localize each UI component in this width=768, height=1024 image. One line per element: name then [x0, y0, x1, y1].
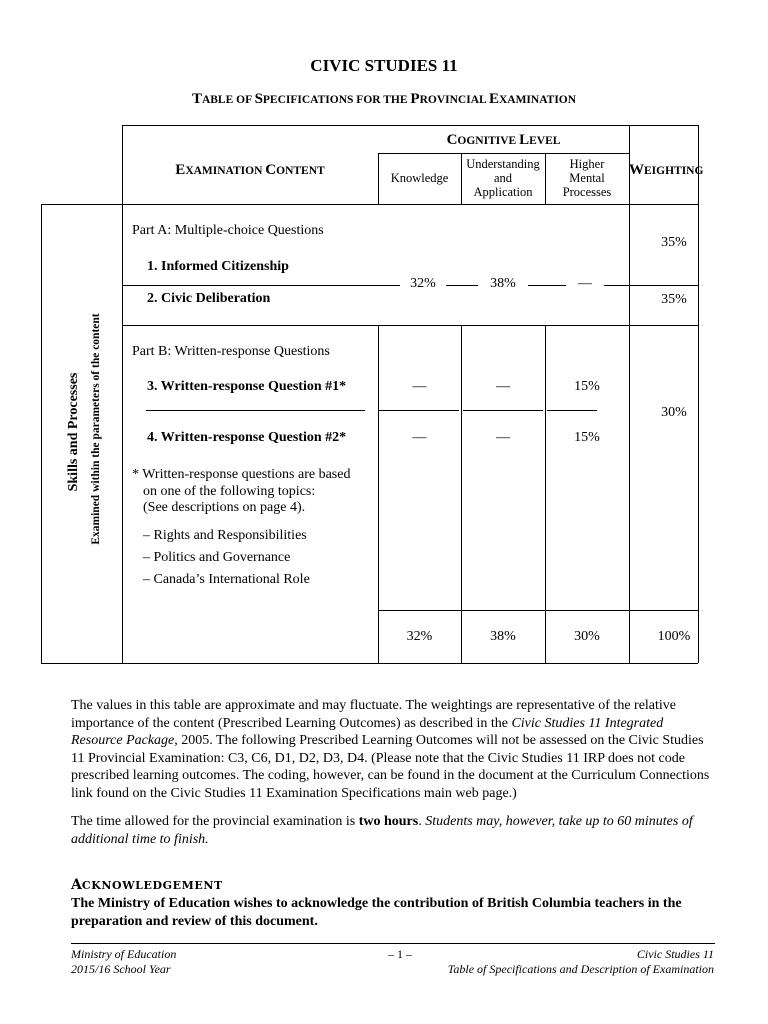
table-border [122, 125, 123, 663]
header-line: and [493, 171, 513, 185]
table-divider [446, 285, 478, 286]
table-border [122, 325, 698, 326]
header-line: Processes [562, 185, 612, 199]
part-a-item-2: 2. Civic Deliberation [147, 291, 271, 306]
header-line: Higher [569, 157, 605, 171]
part-b-item-3: 3. Written-response Question #1* [147, 379, 347, 394]
note-line: (See descriptions on page 4). [143, 500, 306, 515]
q2-knowledge-value: — [412, 430, 427, 445]
weighting-header [629, 161, 704, 179]
extra-time-note: Students may, however, take up to 60 minutes of additional time to finish. [71, 814, 693, 847]
q1-understanding-value: — [496, 379, 510, 394]
header-part: L [519, 132, 530, 148]
table-divider [463, 410, 543, 411]
table-divider [146, 410, 365, 411]
list-item: – Politics and Governance [143, 550, 291, 565]
subtitle-part: E [488, 91, 499, 107]
table-divider [547, 410, 597, 411]
page-subtitle [0, 91, 768, 108]
time-emphasis: two hours [358, 814, 419, 829]
header-part: OGNITIVE [457, 135, 520, 147]
table-border [629, 125, 630, 663]
table-border [41, 204, 698, 205]
subtitle-part: XAMINATION [498, 94, 577, 106]
time-paragraph [71, 813, 711, 848]
table-border [378, 325, 379, 663]
page-number: – 1 – [388, 947, 412, 961]
paragraph-text: , 2005. The following Prescribed Learning Outcomes will not be assessed on the Civic Studies 11 Provincial Examination: C3, C6, D1, D2, D3, D4. (Please note that the Civic Studies 11 IRP does not code prescribed learning outcomes. The coding, however, can be found in the document at the Curriculum Connections link found on the Civic Studies 11 Examination Specifications main web page.) [71, 733, 710, 801]
part-a-knowledge-value: 32% [410, 276, 436, 291]
examination-content-header [122, 161, 378, 179]
knowledge-column-header: Knowledge [390, 171, 449, 185]
total-higher: 30% [574, 629, 600, 644]
list-item: – Rights and Responsibilities [143, 528, 307, 543]
part-b-heading: Part B: Written-response Questions [132, 344, 330, 359]
topic-list [143, 525, 310, 591]
header-part: W [629, 162, 644, 178]
footer-right [448, 947, 714, 977]
skills-processes-sublabel: Examined within the parameters of the content [90, 313, 102, 545]
table-divider [604, 285, 698, 286]
cognitive-level-header [378, 131, 629, 149]
subtitle-part: ROVINCIAL [419, 94, 489, 106]
total-understanding: 38% [490, 629, 516, 644]
subtitle-part: P [410, 91, 420, 107]
heading-part: CKNOWLEDGEMENT [81, 879, 223, 892]
q2-higher-value: 15% [574, 430, 600, 445]
footer-rule [71, 943, 715, 944]
values-paragraph [71, 697, 711, 802]
header-line: Application [473, 185, 533, 199]
list-item: – Canada’s International Role [143, 572, 310, 587]
header-part: ONTENT [276, 165, 325, 177]
part-a-understanding-value: 38% [490, 276, 516, 291]
acknowledgement-heading [71, 874, 223, 893]
subtitle-part: T [191, 91, 202, 107]
header-part: E [175, 162, 186, 178]
table-border [41, 663, 698, 664]
total-weighting: 100% [657, 629, 691, 644]
q1-knowledge-value: — [412, 379, 427, 394]
part-a-heading: Part A: Multiple-choice Questions [132, 223, 324, 238]
table-border [378, 153, 629, 154]
header-part: EVEL [529, 135, 561, 147]
table-divider [122, 285, 400, 286]
header-part: C [446, 132, 458, 148]
part-b-item-4: 4. Written-response Question #2* [147, 430, 347, 445]
higher-mental-column-header [545, 157, 629, 199]
header-part: C [265, 162, 277, 178]
header-line: Mental [569, 171, 605, 185]
part-a-item-1: 1. Informed Citizenship [147, 259, 289, 274]
part-b-weight: 30% [661, 405, 687, 420]
written-response-note [132, 467, 350, 517]
paragraph-text: . [418, 814, 426, 829]
table-border [545, 325, 546, 663]
header-part: XAMINATION [185, 165, 266, 177]
footer-line: Table of Specifications and Description of Examination [447, 962, 714, 976]
acknowledgement-text: The Ministry of Education wishes to acknowledge the contribution of British Columbia teachers in the preparation and review of this document. [71, 896, 682, 929]
subtitle-part: PECIFICATIONS FOR THE [262, 94, 411, 106]
note-line: * Written-response questions are based [132, 467, 351, 482]
page-title: CIVIC STUDIES 11 [310, 56, 458, 75]
total-knowledge: 32% [406, 629, 433, 644]
irp-title: Civic Studies 11 Integrated Resource Package [71, 715, 664, 748]
table-border [698, 125, 699, 663]
paragraph-text: The values in this table are approximate and may fluctuate. The weightings are representative of the relative importance of the content (Prescribed Learning Outcomes) as described in the [71, 698, 677, 731]
table-border [461, 325, 462, 663]
table-border [122, 125, 698, 126]
part-a-weight-1: 35% [661, 235, 687, 250]
note-line: on one of the following topics: [143, 483, 316, 499]
paragraph-text: The time allowed for the provincial examination is [71, 814, 359, 829]
header-part: EIGHTING [644, 165, 704, 177]
footer-line: Civic Studies 11 [636, 947, 714, 961]
subtitle-part: ABLE OF [201, 94, 255, 106]
heading-part: A [71, 877, 82, 893]
header-line: Understanding [466, 157, 540, 171]
table-divider [528, 285, 566, 286]
table-divider [379, 410, 459, 411]
part-a-higher-value: — [578, 276, 592, 291]
subtitle-part: S [254, 91, 263, 107]
q2-understanding-value: — [496, 430, 510, 445]
table-border [41, 204, 42, 663]
footer-line: Ministry of Education [71, 947, 177, 961]
q1-higher-value: 15% [574, 379, 600, 394]
part-a-weight-2: 35% [661, 292, 687, 307]
understanding-column-header [461, 157, 545, 199]
table-border [378, 610, 698, 611]
skills-processes-label: Skills and Processes [66, 372, 81, 492]
footer-line: 2015/16 School Year [71, 962, 171, 976]
